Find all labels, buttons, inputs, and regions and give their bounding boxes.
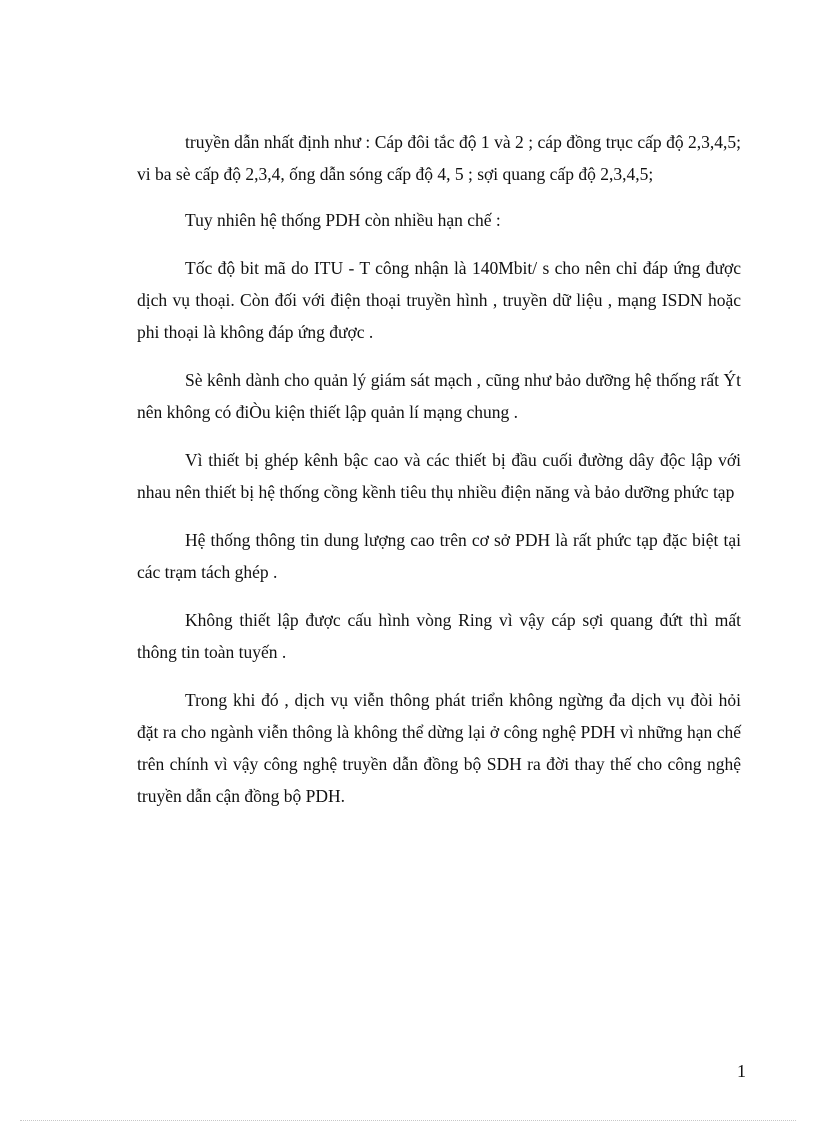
page-number: 1 xyxy=(737,1061,746,1081)
paragraph-bit-rate: Tốc độ bit mã do ITU - T công nhận là 140Mbit/ s cho nên chỉ đáp ứng được dịch vụ thoại. Còn đối với điện thoại truyền hình , truyền dữ liệu , mạng ISDN hoặc phi thoại là không đáp ứng được . xyxy=(137,258,741,342)
paragraph-transmission-media: truyền dẫn nhất định như : Cáp đôi tắc độ 1 và 2 ; cáp đồng trục cấp độ 2,3,4,5; vi ba sè cấp độ 2,3,4, ống dẫn sóng cấp độ 4, 5 ; sợi quang cấp độ 2,3,4,5; xyxy=(137,132,741,184)
paragraph-equipment: Vì thiết bị ghép kênh bậc cao và các thiết bị đầu cuối đường dây độc lập với nhau nên thiết bị hệ thống cồng kềnh tiêu thụ nhiều điện năng và bảo dưỡng phức tạp xyxy=(137,450,741,502)
paragraph-management-channels: Sè kênh dành cho quản lý giám sát mạch , cũng như bảo dưỡng hệ thống rất Ýt nên không có điÒu kiện thiết lập quản lí mạng chung . xyxy=(137,370,741,422)
paragraph-limitations-intro: Tuy nhiên hệ thống PDH còn nhiều hạn chế : xyxy=(185,210,501,230)
paragraph-high-capacity: Hệ thống thông tin dung lượng cao trên cơ sở PDH là rất phức tạp đặc biệt tại các trạm tách ghép . xyxy=(137,530,741,582)
document-body xyxy=(137,126,741,828)
page-bottom-divider xyxy=(20,1120,796,1121)
paragraph-ring: Không thiết lập được cấu hình vòng Ring vì vậy cáp sợi quang đứt thì mất thông tin toàn tuyến . xyxy=(137,610,741,662)
paragraph-conclusion: Trong khi đó , dịch vụ viễn thông phát triển không ngừng đa dịch vụ đòi hỏi đặt ra cho ngành viễn thông là không thể dừng lại ở công nghệ PDH vì những hạn chế trên chính vì vậy công nghệ truyền dẫn đồng bộ SDH ra đời thay thế cho công nghệ truyền dẫn cận đồng bộ PDH. xyxy=(137,690,741,806)
